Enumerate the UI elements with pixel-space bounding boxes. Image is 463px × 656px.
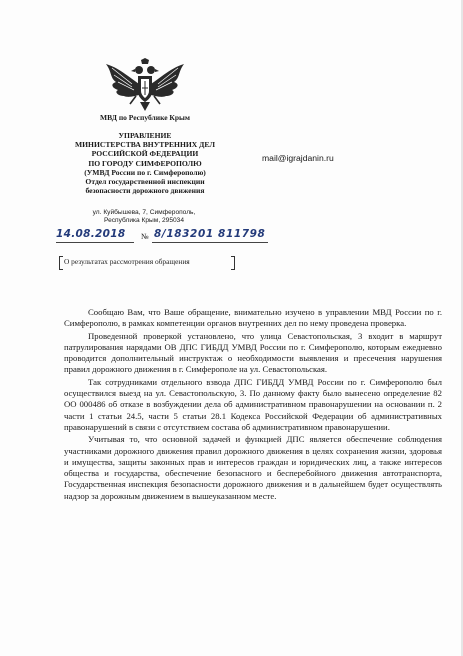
number-underline [152, 242, 268, 243]
sender-address [84, 209, 204, 226]
org-line: (УМВД России по г. Симферополю) [84, 167, 206, 177]
ministry-short-name: МВД по Республике Крым [100, 113, 190, 122]
org-line: МИНИСТЕРСТВА ВНУТРЕННИХ ДЕЛ [74, 140, 215, 150]
mvd-emblem-icon [102, 58, 188, 112]
organization-block [54, 131, 236, 195]
body-paragraph: Учитывая то, что основной задачей и функцией ДПС является обеспечение соблюдения участниками дорожного движения правил дорожного движения в целях сохранения жизни, здоровья и имущества, защиты законных прав и интересов граждан и юридических лиц, а также интересов общества и государства, обеспечение безопасного и бесперебойного движения автотранспорта, Государственная инспекция безопасности дорожного движения и в дальнейшем будет осуществлять надзор за дорожным движением в вышеуказанном месте. [64, 434, 442, 501]
number-sign: № [141, 232, 149, 241]
org-line: ПО ГОРОДУ СИМФЕРОПОЛЮ [88, 158, 202, 168]
org-line: РОССИЙСКОЙ ФЕДЕРАЦИИ [91, 149, 199, 159]
body-paragraph: Проведенной проверкой установлено, что улица Севастопольская, 3 входит в маршрут патрулирования нарядами ОВ ДПС ГИБДД УМВД России по г. Симферополю, которым ежедневно проводится дополнительный инструктаж о необходимости выявления и пресечения нарушения правил дорожного движения в г. Симферополе на ул. Севастопольская. [64, 330, 442, 375]
subject-text: О результатах рассмотрения обращения [64, 257, 190, 266]
subject-bracket-right [231, 256, 235, 270]
org-line: УПРАВЛЕНИЕ [118, 131, 172, 140]
org-line: безопасности дорожного движения [85, 186, 205, 196]
body-paragraph: Так сотрудниками отдельного взвода ДПС ГИБДД УМВД России по г. Симферополю был осуществился выезд на ул. Севастопольскую, 3. По данному факту было вынесено определение 82 ОО 000486 об отказе в возбуждении дела об административном правонарушении на основании п. 2 части 1 статьи 24.5, части 5 статьи 28.1 Кодекса Российской Федерации об административных правонарушений в связи с отсутствием состава об административном правонарушении. [64, 376, 442, 432]
letter-body [64, 307, 442, 503]
handwritten-date: 14.08.2018 [56, 228, 126, 240]
date-underline [56, 242, 134, 243]
address-line: Республика Крым, 295034 [103, 217, 184, 225]
body-paragraph: Сообщаю Вам, что Ваше обращение, внимательно изучено в управлении МВД России по г. Симферополю, в рамках компетенции органов внутренних дел по нему проведена проверка. [64, 307, 442, 329]
subject-line [59, 256, 235, 270]
recipient-email: mail@igrajdanin.ru [262, 153, 334, 163]
address-line: ул. Куйбышева, 7, Симферополь, [92, 209, 196, 216]
org-line: Отдел государственной инспекции [85, 177, 205, 187]
subject-bracket-left [59, 256, 63, 270]
handwritten-outgoing-number: 8/183201 811798 [154, 228, 266, 240]
